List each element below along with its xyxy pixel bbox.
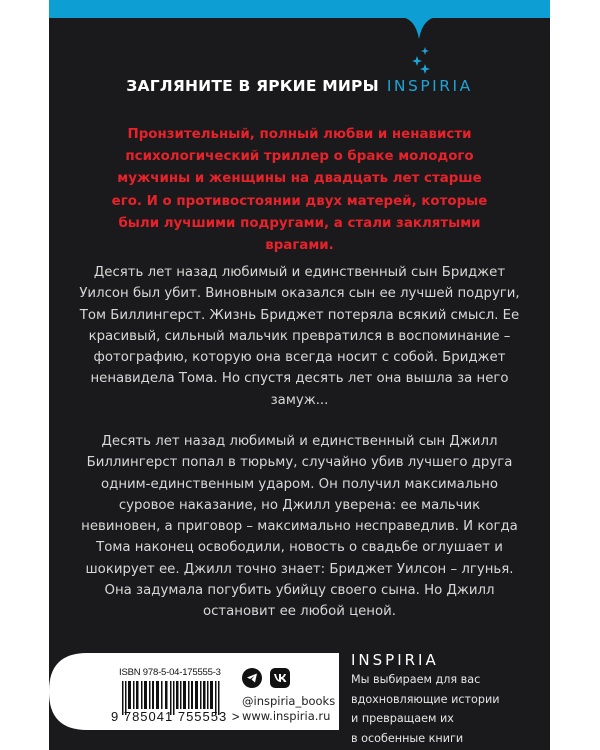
- tagline-text: ЗАГЛЯНИТЕ В ЯРКИЕ МИРЫ: [126, 77, 379, 95]
- brand-description-line: в особенные книги: [351, 731, 464, 745]
- brand-description-line: Мы выбираем для вас: [351, 673, 481, 686]
- sparkle-stars-icon: [411, 45, 435, 77]
- barcode-number: 9 785041 755553 >: [111, 709, 241, 724]
- description-paragraph-1: Десять лет назад любимый и единственный сын Бриджет Уилсон был убит. Виновным оказался сын ее лучшей подруги, Том Биллингерст. Жизнь Бриджет потеряла всякий смысл. Ее красивый, сильный мальчик превратился в воспоминание – фотографию, которую она всегда носит с собой. Бриджет ненавидела Тома. Но спустя десять лет она вышла за него замуж...: [79, 265, 520, 408]
- vk-icon[interactable]: [270, 668, 290, 688]
- brand-description-line: и превращаем их: [351, 712, 454, 725]
- panel-curve-decoration: [49, 653, 89, 730]
- brand-description-line: вдохновляющие истории: [351, 692, 500, 706]
- header-tagline: [49, 77, 550, 95]
- brand-logo: INSPIRIA: [386, 77, 473, 95]
- book-back-cover: [49, 0, 550, 750]
- footer-brand-logo: INSPIRIA: [351, 651, 439, 669]
- brand-description: [351, 670, 500, 748]
- telegram-icon[interactable]: [242, 668, 262, 688]
- band-notch-decoration: [399, 17, 439, 39]
- description-paragraph-2: Десять лет назад любимый и единственный сын Джилл Биллингерст попал в тюрьму, случайно убив лучшего друга одним-единственным ударом. Он получил максимально суровое наказание, но Джилл уверена: ее мальчик невиновен, а приговор – максимально несправедлив. И когда Тома наконец освободили, новость о свадьбе оглушает и шокирует ее. Джилл точно знает: Бриджет Уилсон – лгунья. Она задумала погубить убийцу своего сына. Но Джилл остановит ее любой ценой.: [81, 434, 518, 620]
- top-blue-band: [49, 0, 550, 18]
- social-handle[interactable]: @inspiria_books: [242, 694, 336, 708]
- lead-blurb: Пронзительный, полный любви и ненависти психологический триллер о браке молодого мужчины и женщины на двадцать лет старше его. И о противостоянии двух матерей, которые были лучшими подругами, а стали заклятыми врагами.: [111, 127, 488, 254]
- isbn-label: ISBN 978-5-04-175555-3: [119, 667, 221, 678]
- social-links: [242, 668, 290, 688]
- website-link[interactable]: www.inspiria.ru: [242, 709, 331, 723]
